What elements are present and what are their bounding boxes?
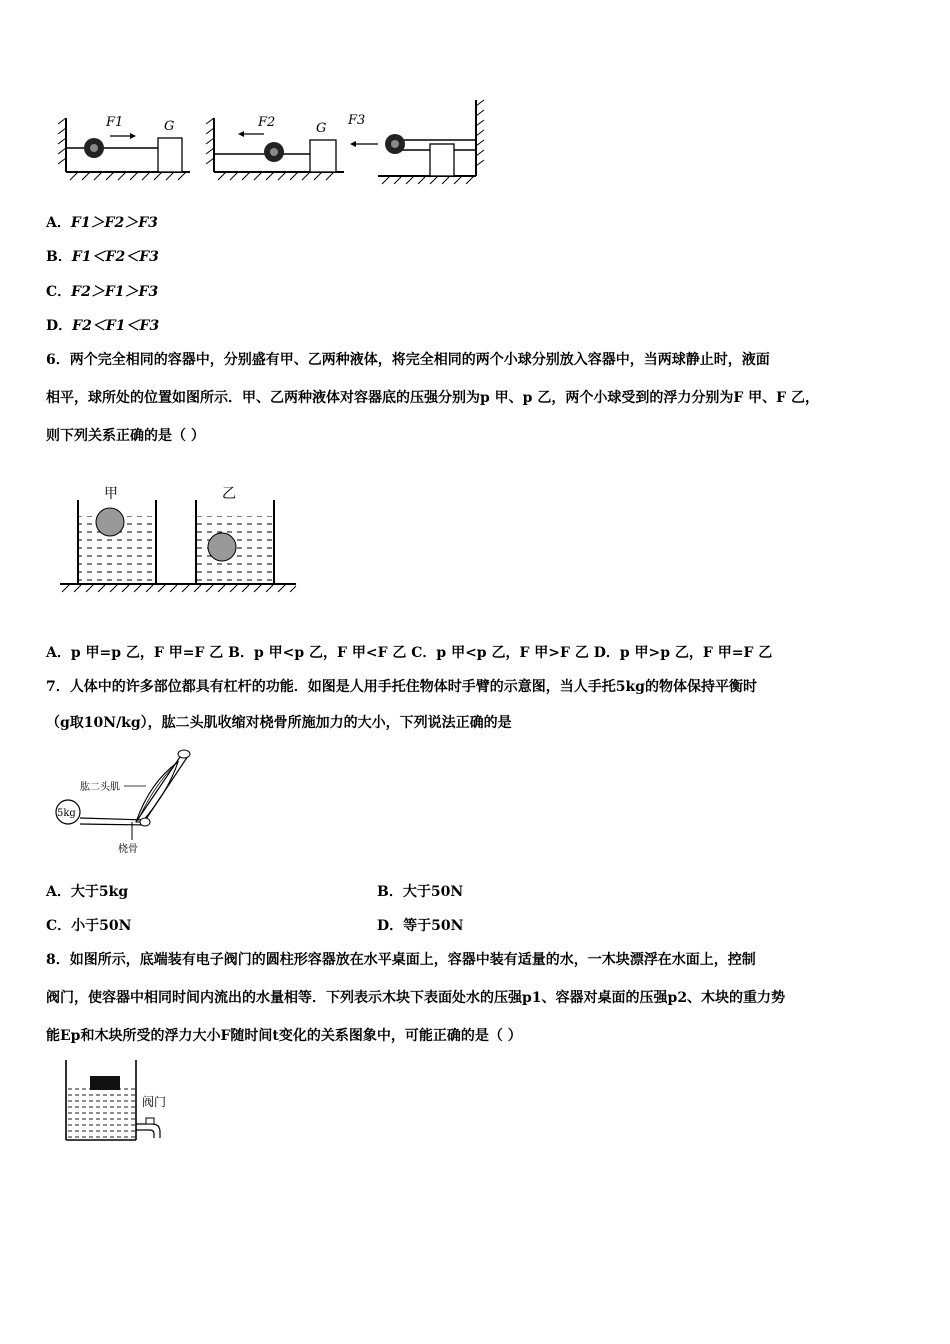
q6-stem-line3: 则下列关系正确的是（ ） — [46, 428, 205, 444]
block-g-2 — [310, 140, 336, 172]
q6-stem-line1: 6．两个完全相同的容器中，分别盛有甲、乙两种液体，将完全相同的两个小球分别放入容器中，当两球静止时，液面 — [46, 352, 770, 368]
wood-block — [90, 1076, 120, 1090]
q6-containers-figure — [56, 480, 301, 600]
pulley-setup-3 — [347, 100, 484, 184]
pulley-setup-2 — [206, 115, 344, 180]
q5-option-c[interactable]: C．F2＞F1＞F3 — [46, 284, 159, 300]
q5-option-b[interactable]: B．F1＜F2＜F3 — [46, 249, 159, 265]
q7-option-d[interactable]: D．等于50N — [377, 918, 464, 934]
block-g-3 — [430, 144, 454, 176]
q5-pulley-figure — [48, 96, 498, 188]
q6-options[interactable]: A．p 甲=p 乙，F 甲=F 乙 B．p 甲<p 乙，F 甲<F 乙 C．p 甲<p 乙，F 甲>F 乙 D．p 甲>p 乙，F 甲=F 乙 — [46, 645, 773, 661]
q8-stem-line3: 能Ep和木块所受的浮力大小F随时间t变化的关系图象中，可能正确的是（ ） — [46, 1028, 522, 1044]
pulley-setup-1 — [58, 115, 190, 180]
ball-yi — [208, 533, 236, 561]
q7-stem-line2: （g取10N/kg），肱二头肌收缩对桡骨所施加力的大小，下列说法正确的是 — [46, 715, 512, 731]
q8-container-figure — [60, 1056, 180, 1146]
q7-arm-figure — [50, 742, 210, 858]
label-f1: F1 — [106, 115, 124, 130]
label-g-2: G — [316, 121, 327, 136]
q8-stem-line1: 8．如图所示，底端装有电子阀门的圆柱形容器放在水平桌面上，容器中装有适量的水，一木块漂浮在水面上，控制 — [46, 952, 756, 968]
label-f3: F3 — [348, 113, 366, 128]
q7-option-c[interactable]: C．小于50N — [46, 918, 132, 934]
q7-stem-line1: 7．人体中的许多部位都具有杠杆的功能．如图是人用手托住物体时手臂的示意图，当人手托5kg的物体保持平衡时 — [46, 679, 757, 695]
label-5kg: 5kg — [57, 808, 76, 819]
q5-option-a[interactable]: A．F1＞F2＞F3 — [46, 215, 158, 231]
q5-option-d[interactable]: D．F2＜F1＜F3 — [46, 318, 160, 334]
q8-stem-line2: 阀门，使容器中相同时间内流出的水量相等．下列表示木块下表面处水的压强p1、容器对桌面的压强p2、木块的重力势 — [46, 990, 786, 1006]
block-g-1 — [158, 138, 182, 172]
label-g-1: G — [164, 119, 175, 134]
label-radius: 桡骨 — [118, 844, 138, 855]
label-yi: 乙 — [222, 486, 236, 502]
q6-stem-line2: 相平，球所处的位置如图所示．甲、乙两种液体对容器底的压强分别为p 甲、p 乙，两个小球受到的浮力分别为F 甲、F 乙， — [46, 390, 819, 406]
label-valve: 阀门 — [142, 1095, 167, 1109]
ball-jia — [96, 508, 124, 536]
q7-option-b[interactable]: B．大于50N — [377, 884, 464, 900]
label-jia: 甲 — [104, 486, 118, 502]
label-f2: F2 — [258, 115, 276, 130]
q7-option-a[interactable]: A．大于5kg — [46, 884, 129, 900]
label-biceps: 肱二头肌 — [80, 782, 120, 793]
